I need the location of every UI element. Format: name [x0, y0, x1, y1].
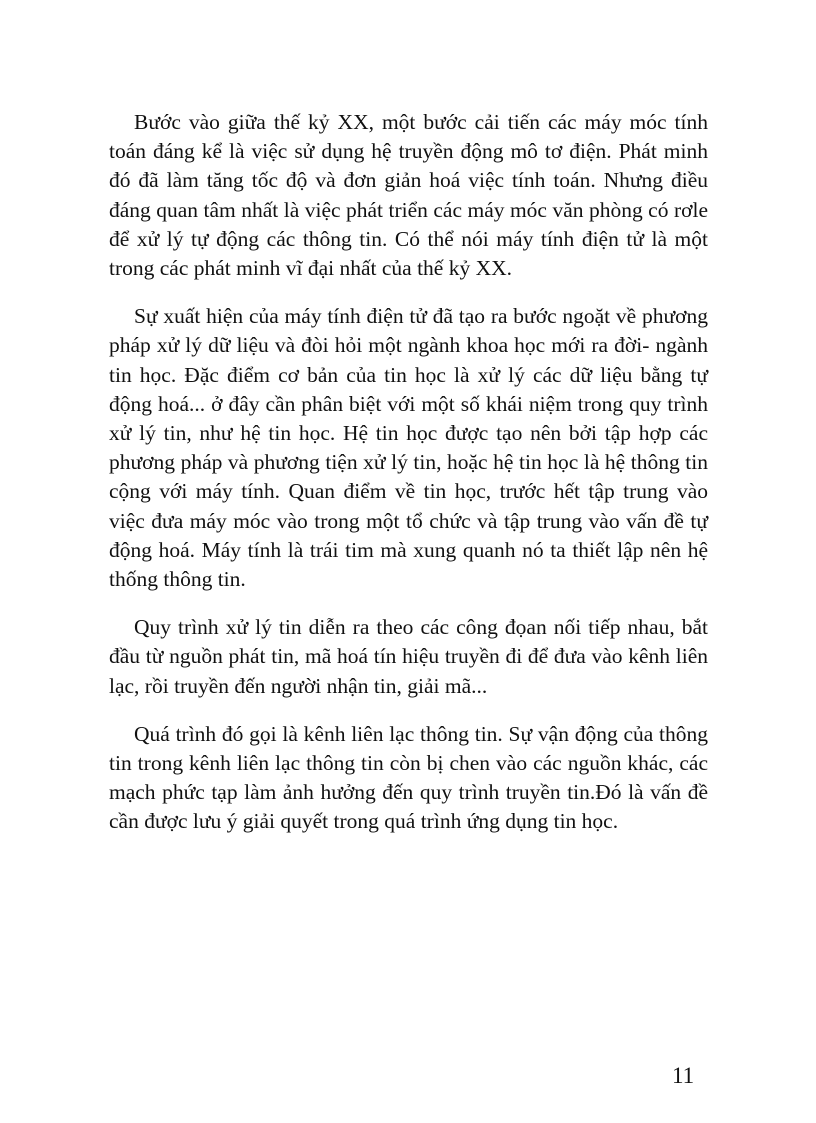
- body-text: [109, 108, 708, 856]
- paragraph-4: Quá trình đó gọi là kênh liên lạc thông tin. Sự vận động của thông tin trong kênh liên lạc thông tin còn bị chen vào các nguồn khác, các mạch phức tạp làm ảnh hưởng đến quy trình truyền tin.Đó là vấn đề cần được lưu ý giải quyết trong quá trình ứng dụng tin học.: [109, 721, 708, 834]
- paragraph-3: Quy trình xử lý tin diễn ra theo các công đọan nối tiếp nhau, bắt đầu từ nguồn phát tin, mã hoá tín hiệu truyền đi để đưa vào kênh liên lạc, rồi truyền đến người nhận tin, giải mã...: [109, 615, 708, 698]
- paragraph-1: Bước vào giữa thế kỷ XX, một bước cải tiến các máy móc tính toán đáng kể là việc sử dụng hệ truyền động mô tơ điện. Phát minh đó đã làm tăng tốc độ và đơn giản hoá việc tính toán. Nhưng điều đáng quan tâm nhất là việc phát triển các máy móc văn phòng có rơle để xử lý tự động các thông tin. Có thể nói máy tính điện tử là một trong các phát minh vĩ đại nhất của thế kỷ XX.: [109, 110, 708, 281]
- page-number: 11: [672, 1063, 695, 1088]
- paragraph-2: Sự xuất hiện của máy tính điện tử đã tạo ra bước ngoặt về phương pháp xử lý dữ liệu và đòi hỏi một ngành khoa học mới ra đời- ngành tin học. Đặc điểm cơ bản của tin học là xử lý các dữ liệu bằng tự động hoá... ở đây cần phân biệt với một số khái niệm trong quy trình xử lý tin, như hệ tin học. Hệ tin học được tạo nên bởi tập hợp các phương pháp và phương tiện xử lý tin, hoặc hệ tin học là hệ thông tin cộng với máy tính. Quan điểm về tin học, trước hết tập trung vào việc đưa máy móc vào trong một tổ chức và tập trung vào vấn đề tự động hoá. Máy tính là trái tim mà xung quanh nó ta thiết lập nên hệ thống thông tin.: [109, 304, 708, 592]
